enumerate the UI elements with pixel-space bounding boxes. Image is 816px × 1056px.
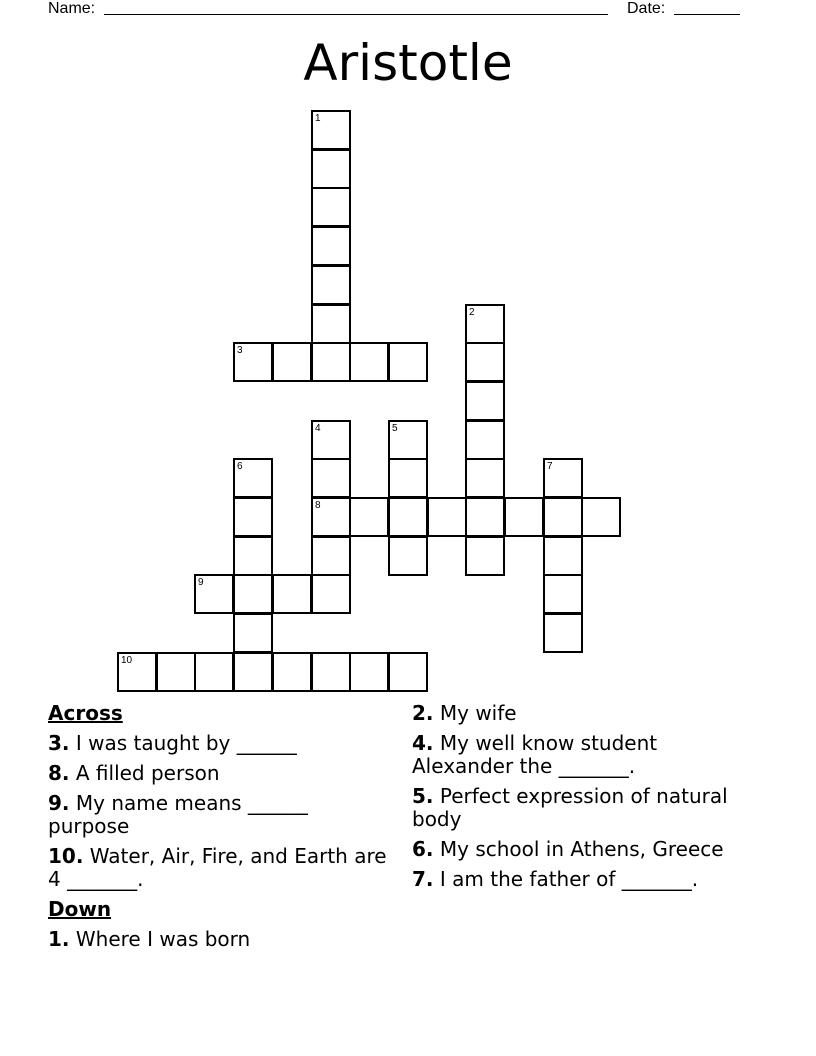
crossword-cell[interactable] [233, 652, 273, 692]
clue-number: 8. [48, 761, 70, 785]
crossword-cell[interactable] [543, 458, 583, 498]
clue-text: My wife [439, 701, 517, 725]
crossword-cell[interactable] [543, 613, 583, 653]
crossword-cell[interactable] [388, 652, 428, 692]
cell-number: 5 [392, 423, 398, 434]
crossword-cell[interactable] [233, 613, 273, 653]
crossword-cell[interactable] [272, 574, 312, 614]
cell-number: 6 [237, 461, 243, 472]
crossword-cell[interactable] [465, 381, 505, 421]
crossword-cell[interactable] [581, 497, 621, 537]
crossword-cell[interactable] [465, 420, 505, 460]
cell-number: 1 [315, 113, 321, 124]
clue-down-5 [412, 785, 757, 831]
clue-number: 1. [48, 927, 70, 951]
clue-text: Water, Air, Fire, and Earth are 4 _______. [48, 844, 387, 891]
crossword-cell[interactable] [388, 458, 428, 498]
cell-number: 4 [315, 423, 321, 434]
clue-down-6 [412, 838, 757, 861]
clue-across-3 [48, 732, 393, 755]
crossword-cell[interactable] [233, 497, 273, 537]
crossword-cell[interactable] [311, 149, 351, 189]
crossword-cell[interactable] [543, 536, 583, 576]
clue-across-10 [48, 845, 393, 891]
crossword-cell[interactable] [233, 574, 273, 614]
crossword-cell[interactable] [349, 342, 389, 382]
clue-across-8 [48, 762, 393, 785]
clue-text: A filled person [75, 761, 220, 785]
crossword-cell[interactable] [194, 574, 234, 614]
crossword-cell[interactable] [349, 652, 389, 692]
crossword-cell[interactable] [311, 574, 351, 614]
cell-number: 10 [121, 655, 133, 666]
name-label: Name: [48, 0, 96, 17]
clue-text: I was taught by ______ [75, 731, 297, 755]
clue-number: 5. [412, 784, 434, 808]
clue-number: 6. [412, 837, 434, 861]
clue-down-4 [412, 732, 757, 778]
crossword-cell[interactable] [349, 497, 389, 537]
crossword-cell[interactable] [465, 536, 505, 576]
crossword-cell[interactable] [311, 497, 351, 537]
crossword-cell[interactable] [233, 342, 273, 382]
crossword-cell[interactable] [156, 652, 196, 692]
clue-text: Perfect expression of natural body [412, 784, 728, 831]
crossword-cell[interactable] [311, 304, 351, 344]
crossword-cell[interactable] [311, 536, 351, 576]
crossword-cell[interactable] [388, 342, 428, 382]
crossword-cell[interactable] [388, 420, 428, 460]
crossword-cell[interactable] [233, 536, 273, 576]
clue-down-7 [412, 868, 757, 891]
crossword-cell[interactable] [233, 458, 273, 498]
clue-number: 3. [48, 731, 70, 755]
crossword-cell[interactable] [465, 458, 505, 498]
crossword-cell[interactable] [311, 420, 351, 460]
crossword-cell[interactable] [465, 497, 505, 537]
clue-number: 2. [412, 701, 434, 725]
crossword-cell[interactable] [388, 497, 428, 537]
page-title: Aristotle [303, 34, 513, 92]
clue-text: My well know student Alexander the _______. [412, 731, 658, 778]
clue-text: Where I was born [75, 927, 251, 951]
clues-right-column [412, 702, 757, 898]
crossword-cell[interactable] [465, 342, 505, 382]
crossword-cell[interactable] [311, 187, 351, 227]
clue-down-1 [48, 928, 393, 951]
crossword-cell[interactable] [194, 652, 234, 692]
cell-number: 8 [315, 500, 321, 511]
clue-number: 7. [412, 867, 434, 891]
crossword-cell[interactable] [117, 652, 157, 692]
crossword-cell[interactable] [465, 304, 505, 344]
crossword-cell[interactable] [311, 265, 351, 305]
crossword-cell[interactable] [311, 226, 351, 266]
clue-down-2 [412, 702, 757, 725]
crossword-cell[interactable] [388, 536, 428, 576]
cell-number: 9 [198, 577, 204, 588]
cell-number: 7 [547, 461, 553, 472]
crossword-cell[interactable] [311, 342, 351, 382]
clues-left-column [48, 702, 393, 958]
clue-across-9 [48, 792, 393, 838]
date-label: Date: [627, 0, 666, 17]
clue-number: 9. [48, 791, 70, 815]
clue-number: 10. [48, 844, 84, 868]
clue-number: 4. [412, 731, 434, 755]
crossword-cell[interactable] [427, 497, 467, 537]
crossword-cell[interactable] [504, 497, 544, 537]
crossword-cell[interactable] [311, 652, 351, 692]
crossword-cell[interactable] [272, 652, 312, 692]
crossword-cell[interactable] [311, 110, 351, 150]
clue-text: My school in Athens, Greece [439, 837, 724, 861]
across-heading: Across [48, 701, 123, 725]
crossword-cell[interactable] [272, 342, 312, 382]
cell-number: 3 [237, 345, 243, 356]
crossword-cell[interactable] [311, 458, 351, 498]
crossword-cell[interactable] [543, 497, 583, 537]
down-heading: Down [48, 897, 112, 921]
cell-number: 2 [469, 307, 475, 318]
crossword-cell[interactable] [543, 574, 583, 614]
clue-text: My name means ______ purpose [48, 791, 308, 838]
clue-text: I am the father of _______. [439, 867, 699, 891]
